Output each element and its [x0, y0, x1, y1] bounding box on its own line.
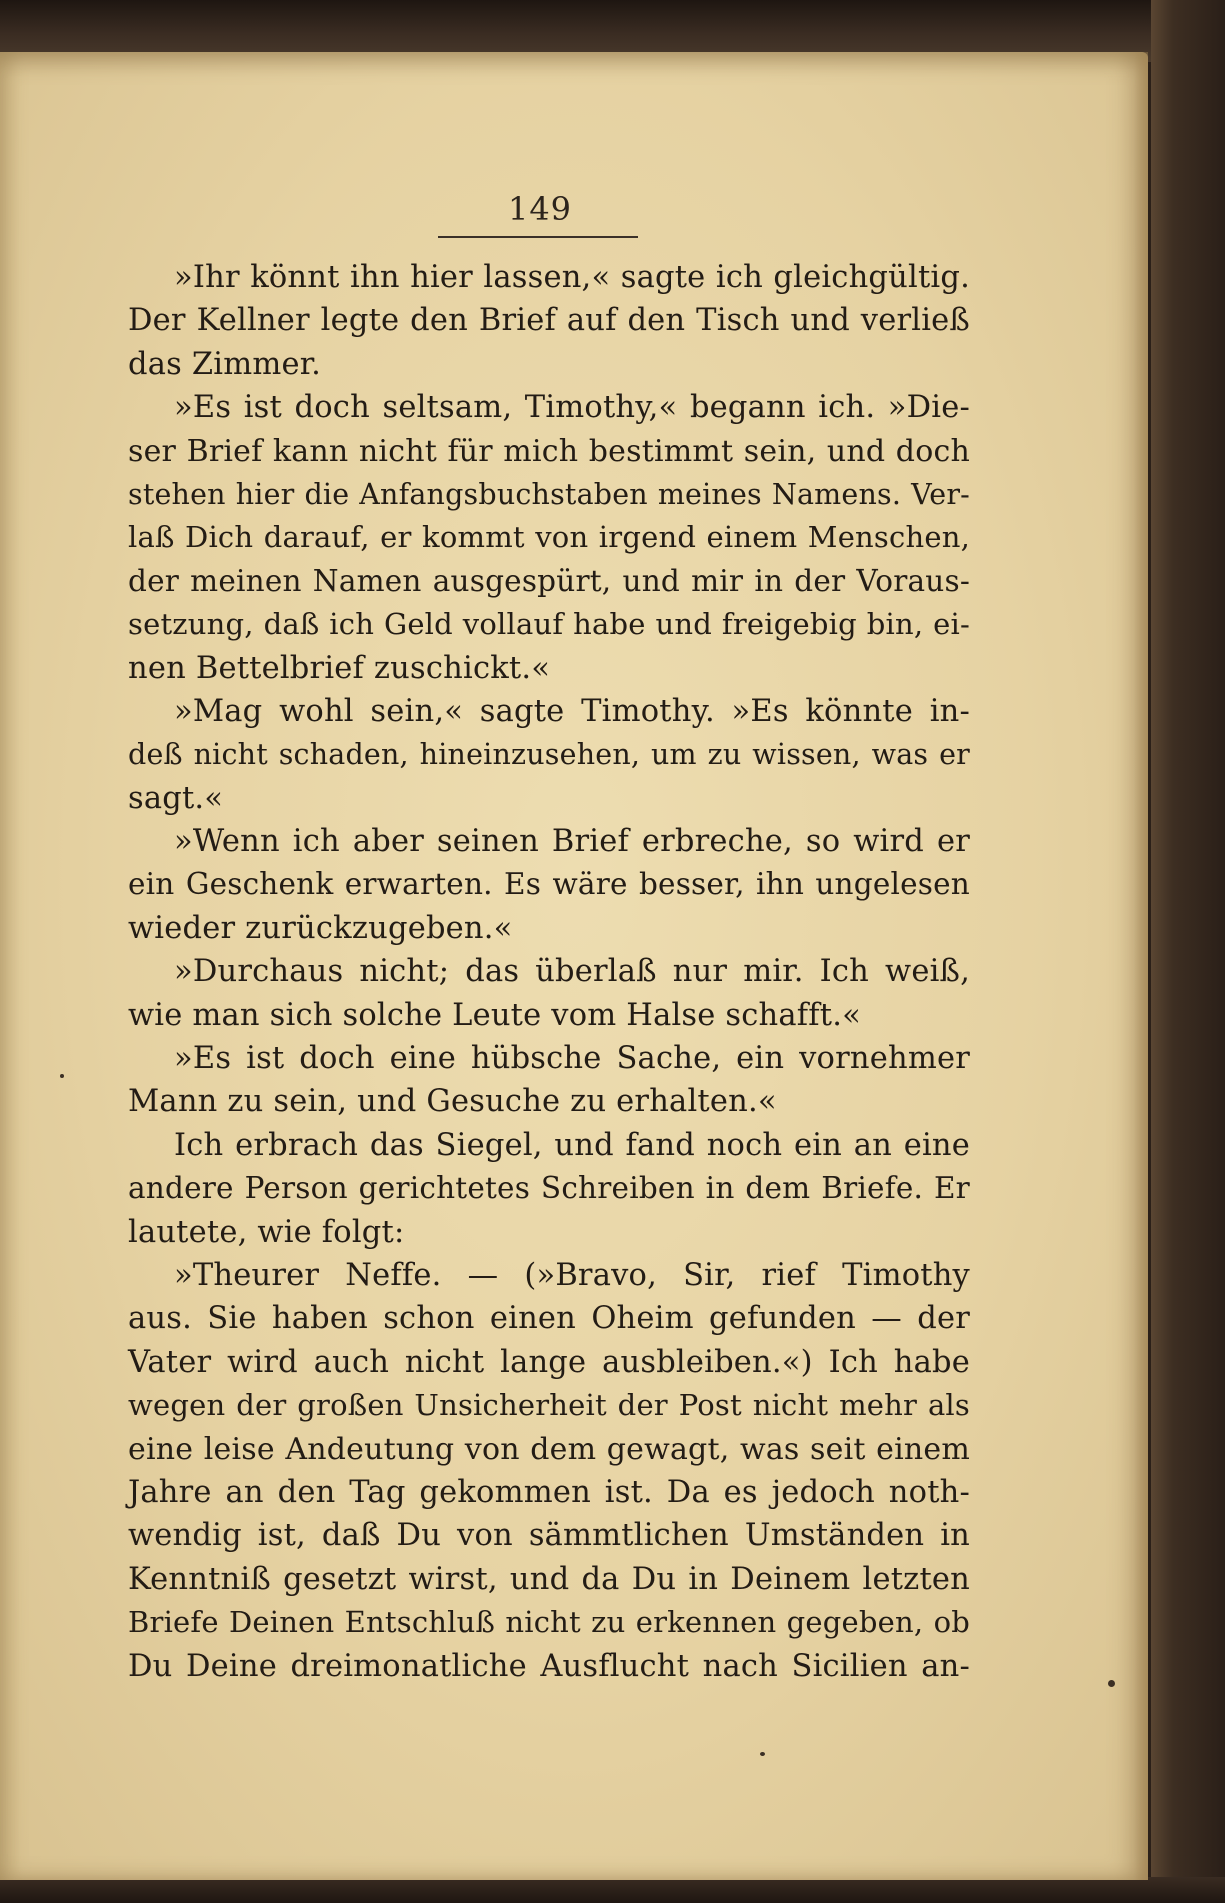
paper-speck: [760, 1752, 765, 1756]
text-line: »Durchaus nicht; das überlaß nur mir. Ich weiß,: [174, 954, 970, 990]
text-line: deß nicht schaden, hineinzusehen, um zu wissen, was er: [128, 738, 970, 772]
text-line: Du Deine dreimonatliche Ausflucht nach Sicilien an-: [128, 1648, 970, 1684]
text-line: »Theurer Neffe. — (»Bravo, Sir, rief Timothy: [174, 1257, 970, 1293]
text-line: Ich erbrach das Siegel, und fand noch ein an eine: [174, 1127, 970, 1163]
text-line: laß Dich darauf, er kommt von irgend einem Menschen,: [128, 520, 970, 555]
text-line: »Mag wohl sein,« sagte Timothy. »Es könnte in-: [174, 693, 970, 729]
text-line: »Es ist doch seltsam, Timothy,« begann ich. »Die-: [174, 390, 970, 426]
book-cover-right-edge: [1151, 0, 1225, 1903]
body-text: [128, 256, 970, 1688]
text-line: stehen hier die Anfangsbuchstaben meines Namens. Ver-: [128, 477, 970, 511]
page-fold-shadow: [1134, 52, 1148, 1880]
text-line: das Zimmer.: [128, 346, 322, 382]
text-line: lautete, wie folgt:: [128, 1214, 405, 1250]
text-line: Briefe Deinen Entschluß nicht zu erkennen gegeben, ob: [128, 1605, 970, 1640]
text-line: »Wenn ich aber seinen Brief erbreche, so wird er: [174, 824, 970, 860]
book-page: [0, 52, 1148, 1880]
text-line: »Es ist doch eine hübsche Sache, ein vornehmer: [174, 1041, 970, 1077]
paper-speck: [1108, 1680, 1115, 1687]
text-line: Vater wird auch nicht lange ausbleiben.«) Ich habe: [128, 1344, 970, 1380]
text-line: »Ihr könnt ihn hier lassen,« sagte ich gleichgültig.: [174, 260, 970, 295]
text-line: nen Bettelbrief zuschickt.«: [128, 650, 551, 686]
text-line: aus. Sie haben schon einen Oheim gefunden — der: [128, 1301, 970, 1337]
text-line: wendig ist, daß Du von sämmtlichen Umständen in: [128, 1518, 970, 1554]
paper-speck: [60, 1074, 64, 1078]
text-line: wie man sich solche Leute vom Halse schafft.«: [128, 997, 861, 1033]
text-line: Kenntniß gesetzt wirst, und da Du in Deinem letzten: [128, 1561, 970, 1597]
text-line: Jahre an den Tag gekommen ist. Da es jedoch noth-: [128, 1474, 970, 1510]
text-line: setzung, daß ich Geld vollauf habe und freigebig bin, ei-: [128, 607, 970, 642]
text-line: andere Person gerichtetes Schreiben in dem Briefe. Er: [128, 1171, 970, 1206]
text-line: wegen der großen Unsicherheit der Post nicht mehr als: [128, 1388, 970, 1423]
text-line: sagt.«: [128, 780, 224, 816]
book-cover-bottom-edge: [0, 1877, 1225, 1903]
page-number: 149: [507, 190, 573, 228]
text-line: wieder zurückzugeben.«: [128, 910, 513, 946]
text-line: eine leise Andeutung von dem gewagt, was seit einem: [128, 1431, 970, 1467]
text-line: ser Brief kann nicht für mich bestimmt sein, und doch: [128, 433, 970, 469]
text-line: Mann zu sein, und Gesuche zu erhalten.«: [128, 1084, 777, 1120]
text-line: der meinen Namen ausgespürt, und mir in der Voraus-: [128, 563, 970, 598]
text-line: Der Kellner legte den Brief auf den Tisch und verließ: [128, 303, 970, 339]
header-rule: [438, 236, 638, 238]
text-line: ein Geschenk erwarten. Es wäre besser, ihn ungelesen: [128, 867, 970, 902]
